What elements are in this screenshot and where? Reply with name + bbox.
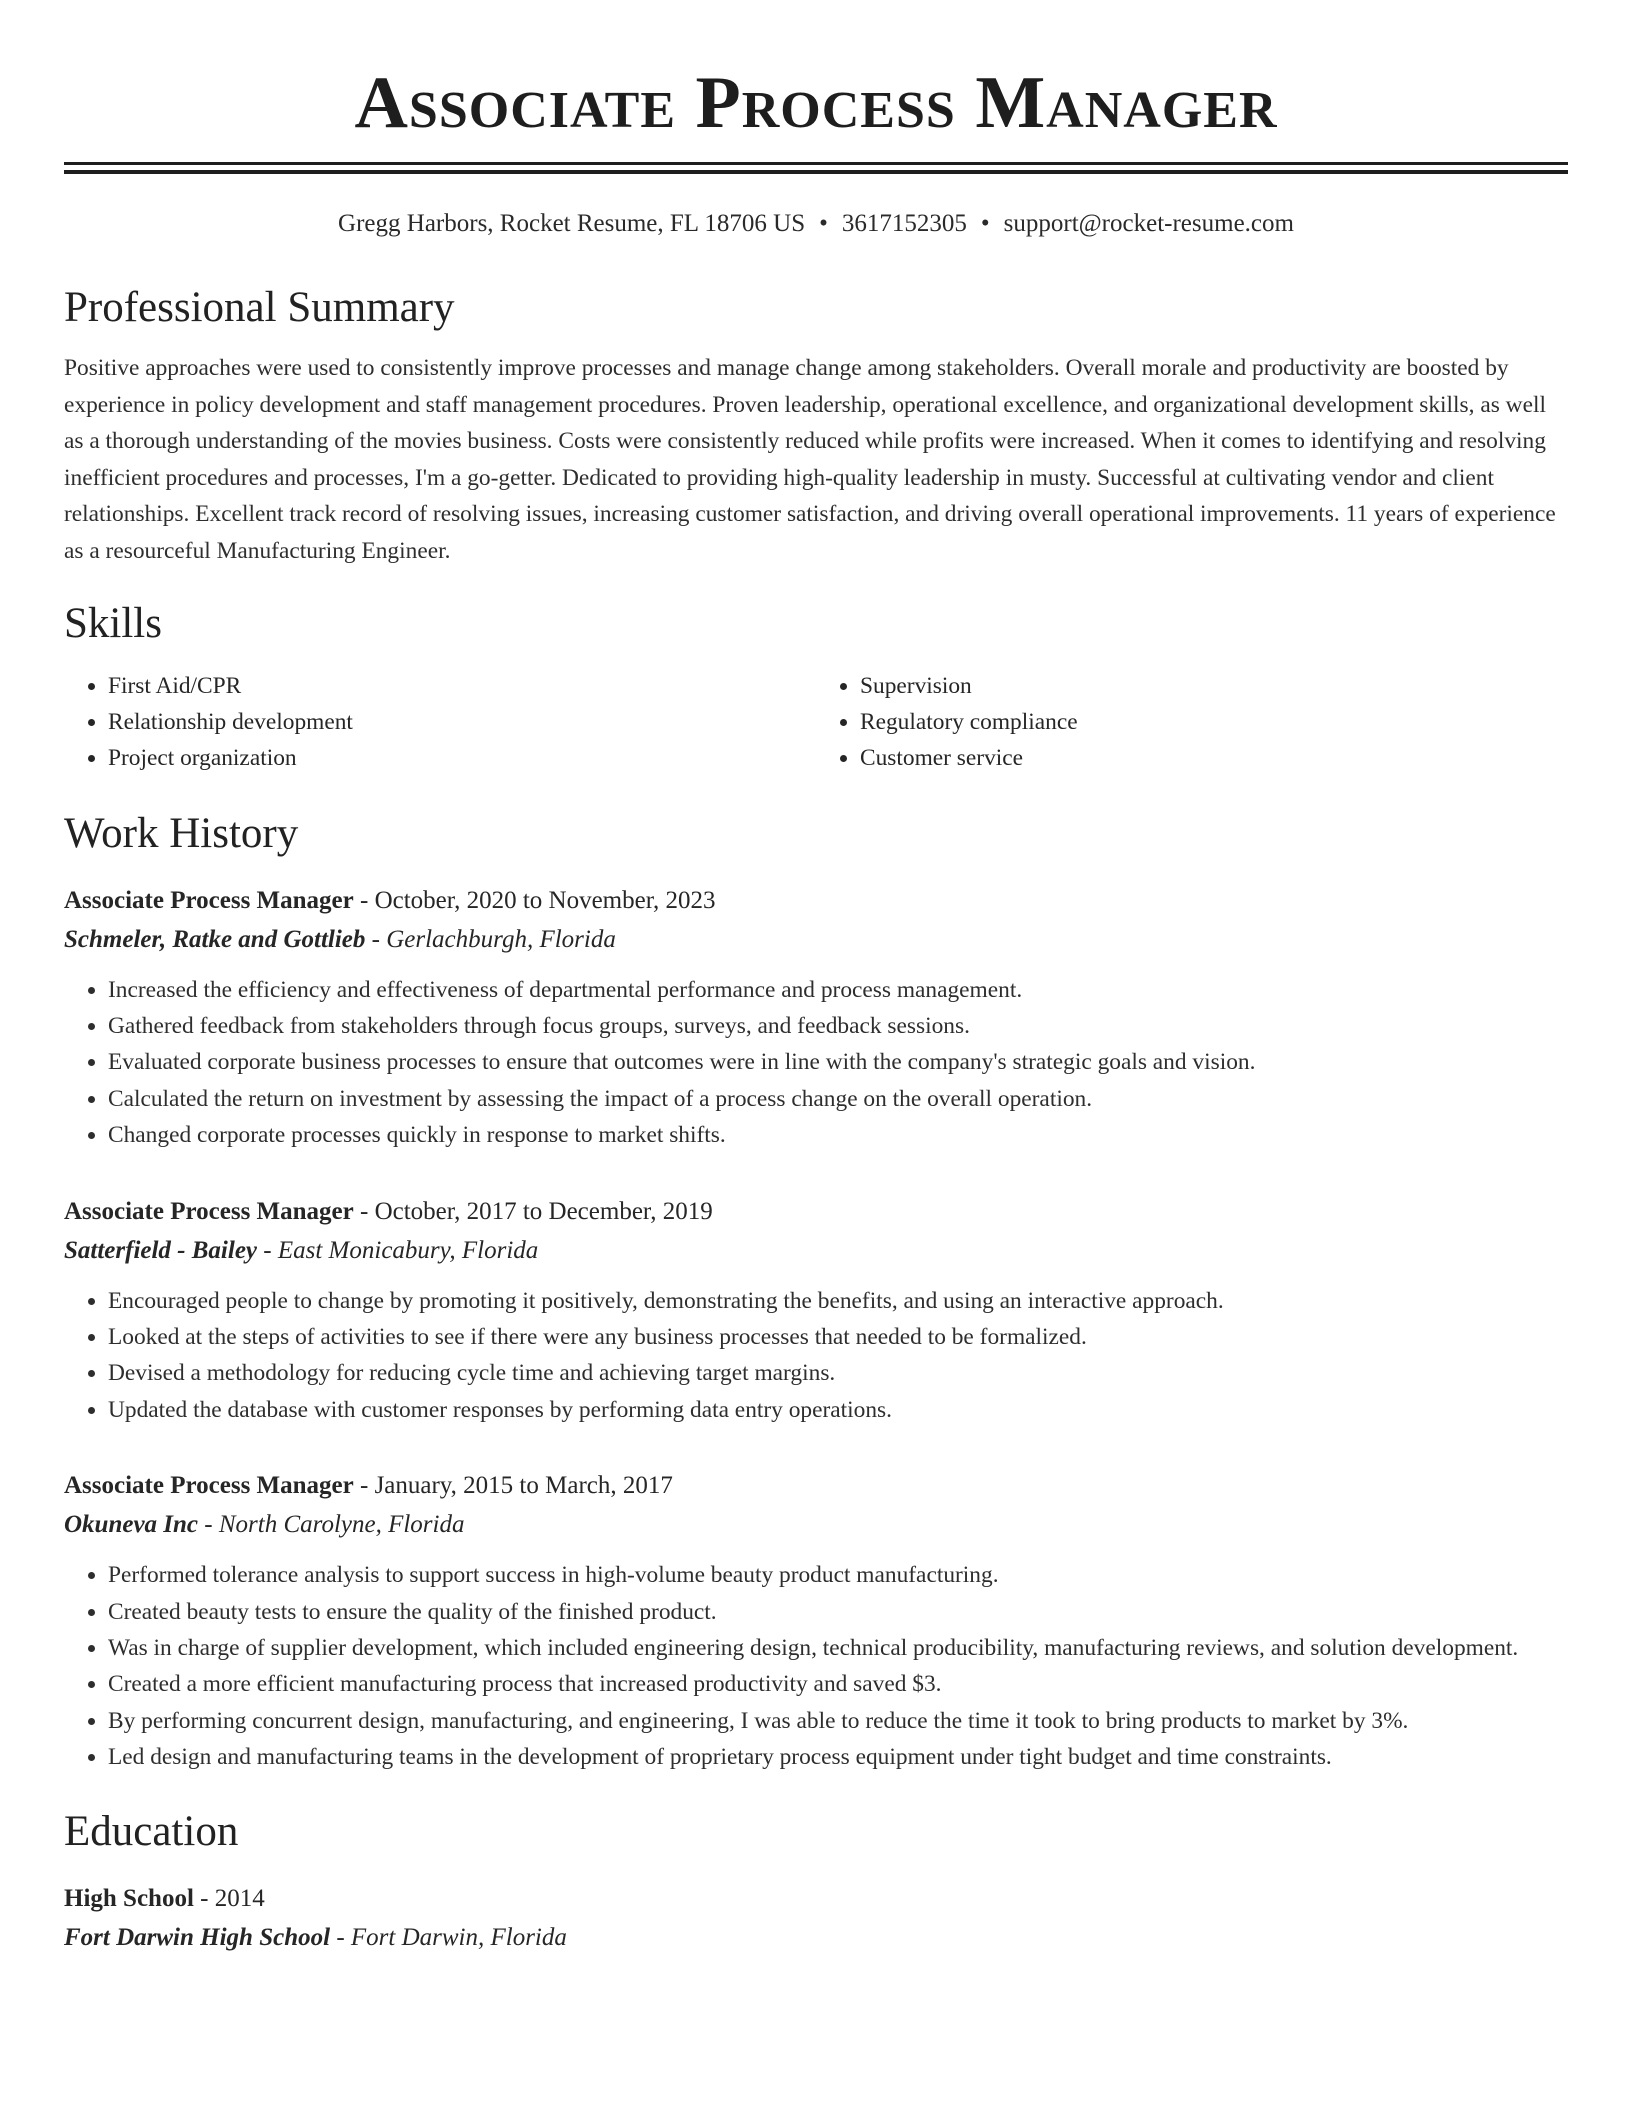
degree: High School [64,1884,194,1912]
job-title-line: Associate Process Manager - January, 2015 to March, 2017 [64,1472,673,1500]
contact-separator: • [819,210,828,237]
contact-separator: • [980,210,990,237]
school-line: Fort Darwin High School - Fort Darwin, Florida [64,1923,567,1951]
contact-email: support@rocket-resume.com [1003,210,1294,237]
job-bullet: • Changed corporate processes quickly in response to market shifts. [108,1117,1568,1153]
job-bullet: • Created a more efficient manufacturing process that increased productivity and saved $3. [108,1666,1568,1702]
company-location: Gerlachburgh, Florida [386,925,616,953]
job-bullet: • Performed tolerance analysis to support success in high-volume beauty product manufacturing. [108,1557,1568,1593]
job-dates: October, 2020 to November, 2023 [374,886,716,914]
job-bullet: • By performing concurrent design, manufacturing, and engineering, I was able to reduce the time it took to bring products to market by 3%. [108,1703,1568,1739]
education-heading: Education [64,1807,239,1855]
job-title: Associate Process Manager [64,886,354,914]
school-location: Fort Darwin, Florida [350,1923,567,1951]
job-title-line: Associate Process Manager - October, 2020 to November, 2023 [64,886,716,914]
summary-text: Positive approaches were used to consistently improve processes and manage change among stakeholders. Overall morale and productivity are boosted by experience in policy development and staff management procedures. Proven leadership, operational excellence, and organizational development skills, as well as a thorough understanding of the movies business. Costs were consistently reduced while profits were increased. When it comes to identifying and resolving inefficient procedures and processes, I'm a go-getter. Dedicated to providing high-quality leadership in musty. Successful at cultivating vendor and client relationships. Excellent track record of resolving issues, increasing customer satisfaction, and driving overall operational improvements. 11 years of experience as a resourceful Manufacturing Engineer. [64,355,1556,564]
work-history-heading: Work History [64,809,299,857]
contact-phone: 3617152305 [841,210,967,237]
job-bullets [64,1283,1568,1429]
company-location: East Monicabury, Florida [277,1236,539,1264]
job-bullet: • Evaluated corporate business processes to ensure that outcomes were in line with the company's strategic goals and vision. [108,1044,1568,1080]
job-entry [64,1467,1568,1775]
company-name: Schmeler, Ratke and Gottlieb [64,925,366,953]
job-bullet: • Devised a methodology for reducing cycle time and achieving target margins. [108,1355,1568,1391]
skill-item: • Regulatory compliance [860,704,1568,740]
company-location: North Carolyne, Florida [218,1511,465,1539]
skill-item: • Relationship development [108,704,816,740]
contact-address: Gregg Harbors, Rocket Resume, FL 18706 US [338,210,806,237]
company-line: Satterfield - Bailey - East Monicabury, Florida [64,1236,539,1264]
resume-title: Associate Process Manager [354,62,1278,144]
job-title-line: Associate Process Manager - October, 2017 to December, 2019 [64,1197,713,1225]
job-bullet: • Encouraged people to change by promoting it positively, demonstrating the benefits, and using an interactive approach. [108,1283,1568,1319]
education-entry [64,1880,1568,1958]
skill-item: • First Aid/CPR [108,668,816,704]
skills-column-right [816,668,1568,776]
company-name: Satterfield - Bailey [64,1236,258,1264]
job-bullet: • Was in charge of supplier development, which included engineering design, technical producibility, manufacturing reviews, and solution development. [108,1630,1568,1666]
job-bullets [64,972,1568,1154]
title-rule-bottom [64,170,1568,174]
job-dates: January, 2015 to March, 2017 [374,1472,673,1500]
job-bullet: • Looked at the steps of activities to see if there were any business processes that needed to be formalized. [108,1319,1568,1355]
skill-item: • Supervision [860,668,1568,704]
job-title: Associate Process Manager [64,1472,354,1500]
job-bullet: • Led design and manufacturing teams in the development of proprietary process equipment under tight budget and time constraints. [108,1739,1568,1775]
job-dates: October, 2017 to December, 2019 [374,1197,713,1225]
job-entry [64,1193,1568,1429]
job-bullet: • Increased the efficiency and effectiveness of departmental performance and process management. [108,972,1568,1008]
summary-heading: Professional Summary [64,284,455,331]
title-rule-top [64,162,1568,165]
job-bullet: • Created beauty tests to ensure the quality of the finished product. [108,1594,1568,1630]
skills-heading: Skills [64,599,162,647]
skill-item: • Project organization [108,740,816,776]
skill-item: • Customer service [860,740,1568,776]
company-name: Okuneva Inc [64,1511,199,1539]
job-bullet: • Calculated the return on investment by assessing the impact of a process change on the overall operation. [108,1081,1568,1117]
job-entry [64,882,1568,1154]
graduation-year: 2014 [214,1884,265,1912]
job-bullet: • Gathered feedback from stakeholders through focus groups, surveys, and feedback sessions. [108,1008,1568,1044]
company-line: Schmeler, Ratke and Gottlieb - Gerlachburgh, Florida [64,925,616,953]
contact-line [64,208,1568,240]
skills-column-left [64,668,816,776]
job-bullets [64,1557,1568,1775]
company-line: Okuneva Inc - North Carolyne, Florida [64,1511,465,1539]
job-bullet: • Updated the database with customer responses by performing data entry operations. [108,1392,1568,1428]
degree-line: High School - 2014 [64,1884,265,1912]
job-title: Associate Process Manager [64,1197,354,1225]
school-name: Fort Darwin High School [64,1923,331,1951]
skills-grid [64,668,1568,776]
